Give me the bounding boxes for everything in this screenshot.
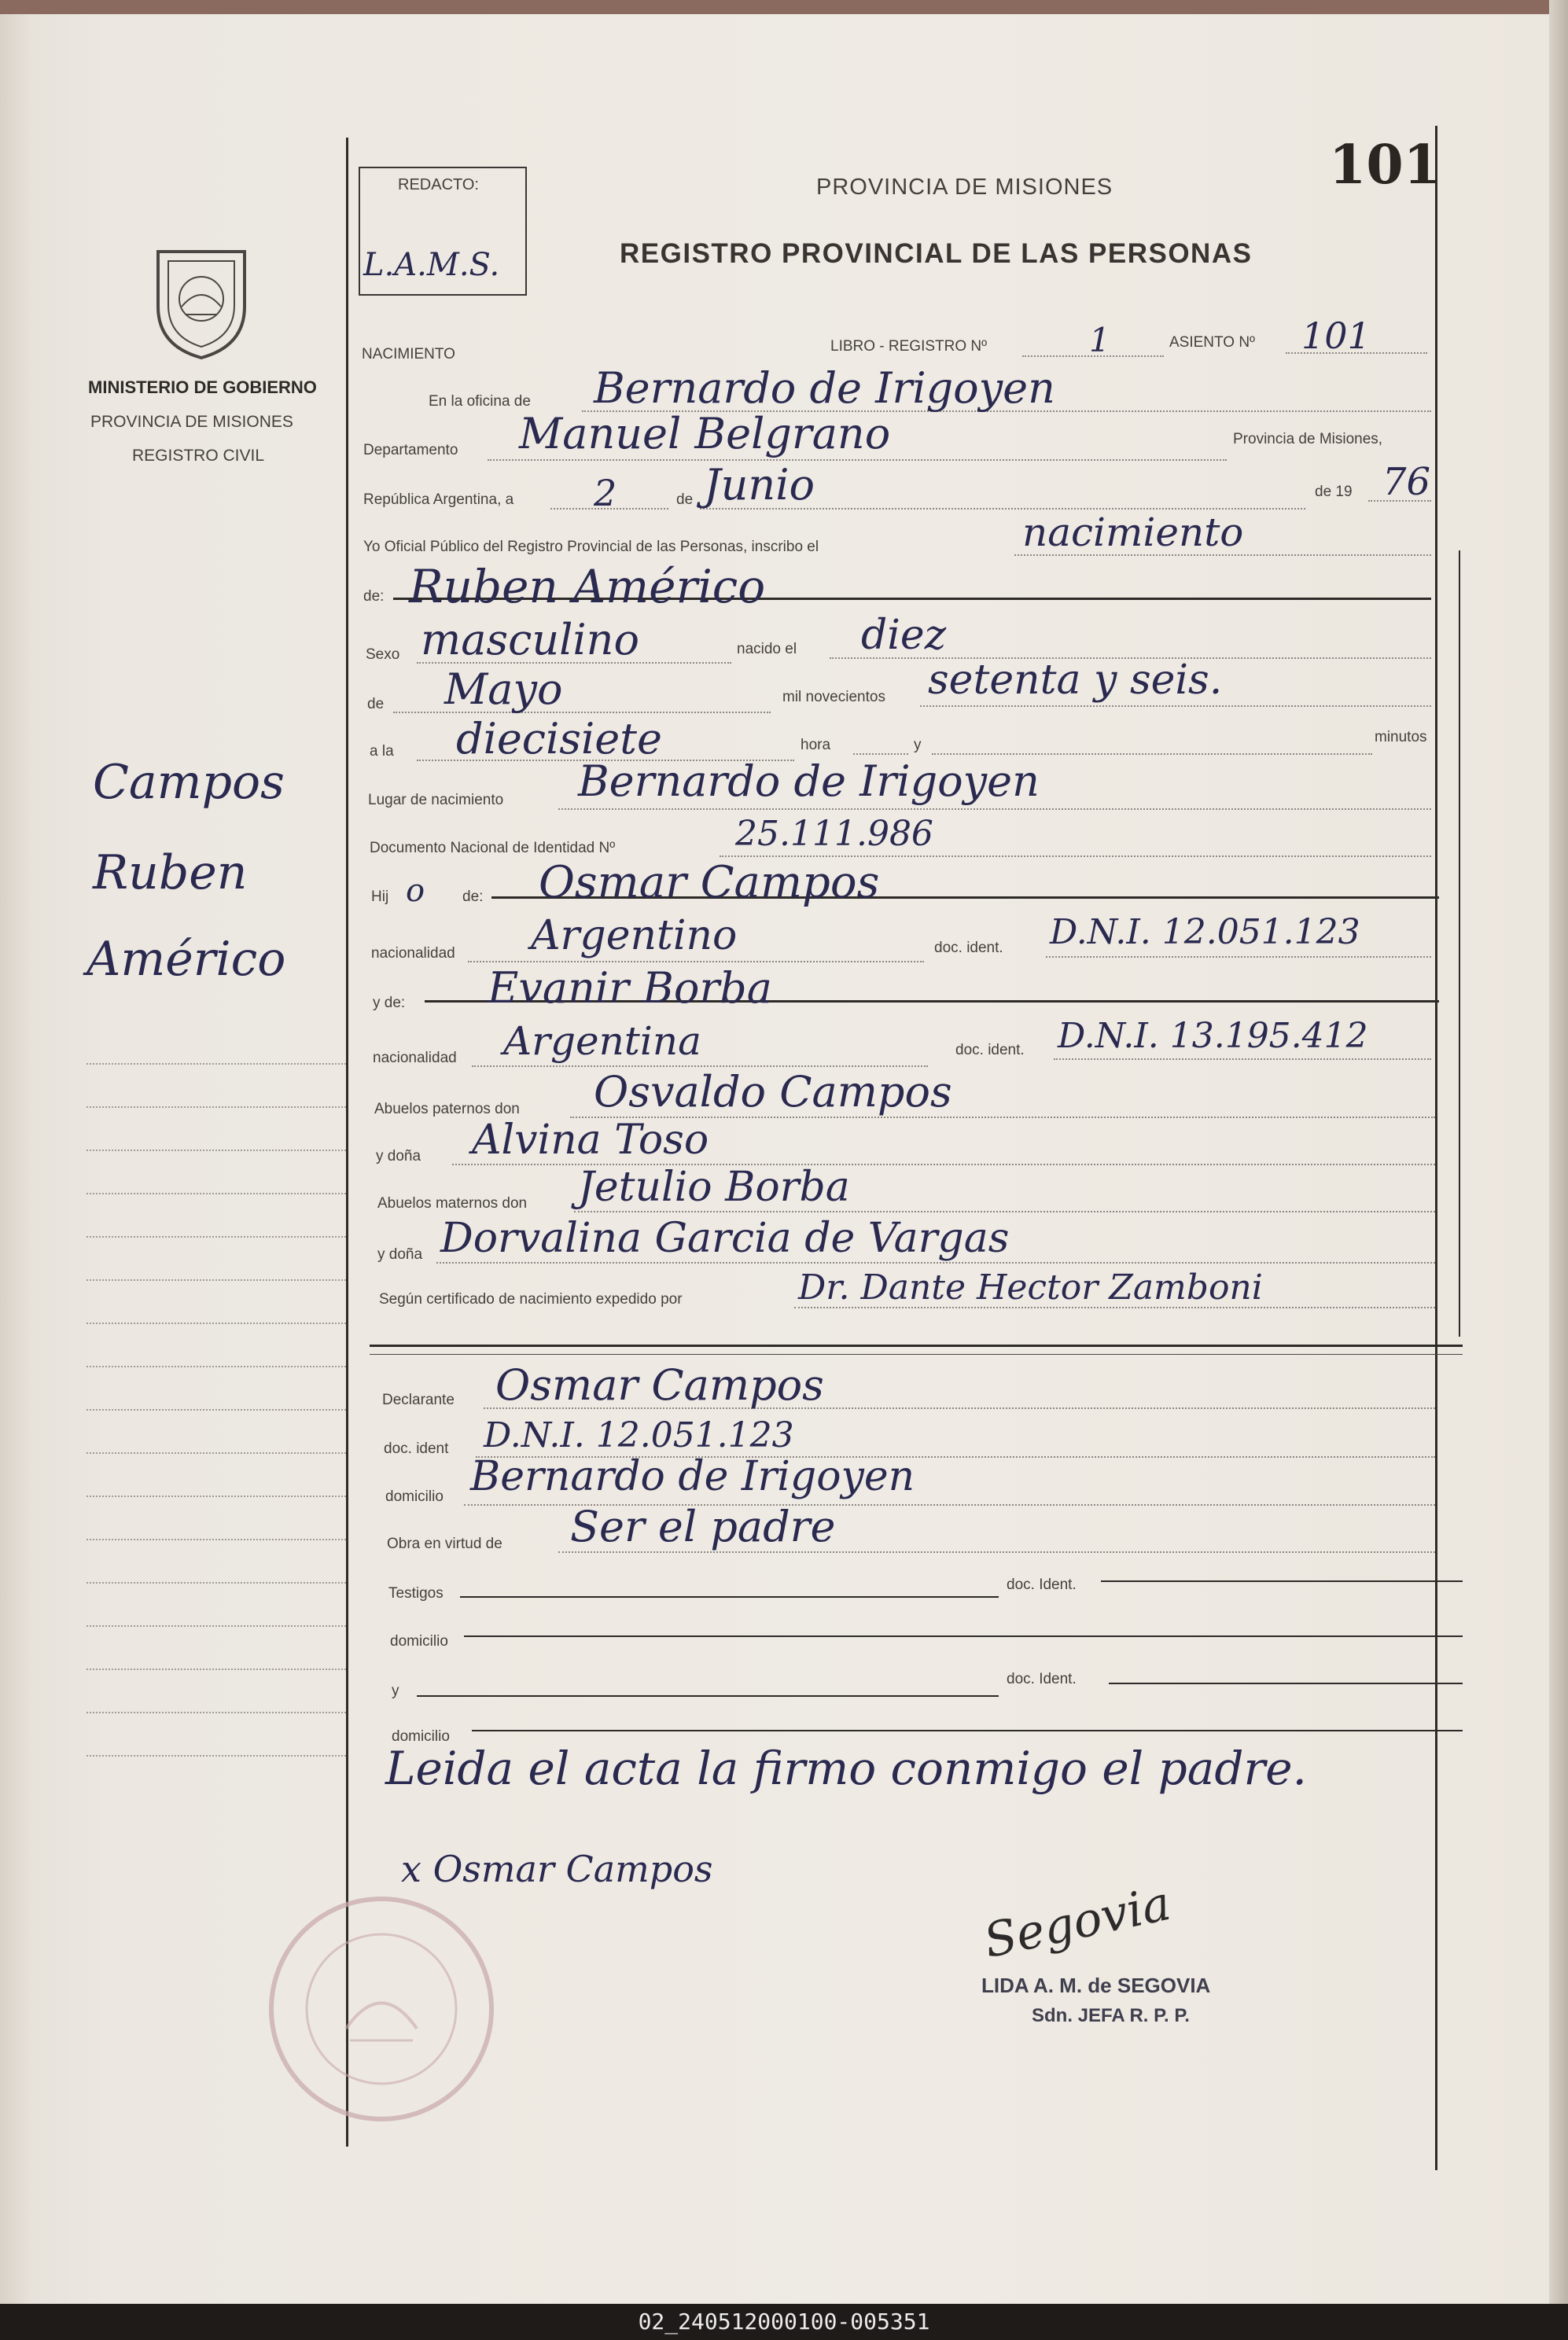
abuelo-mat-value: Jetulio Borba — [578, 1164, 850, 1211]
domicilio2-line — [464, 1635, 1463, 1637]
de3-label: de — [367, 696, 385, 712]
official-title: Sdn. JEFA R. P. P. — [1032, 2005, 1190, 2026]
margin-line — [86, 1625, 346, 1627]
left-border-line — [346, 138, 348, 2147]
page-number: 101 — [1329, 134, 1441, 197]
declarante-label: Declarante — [382, 1392, 455, 1408]
departamento-line — [488, 459, 1227, 461]
nacido-value: diez — [861, 612, 947, 659]
obra-line — [558, 1551, 1435, 1553]
margin-line — [86, 1063, 346, 1065]
ministry-line1: MINISTERIO DE GOBIERNO — [88, 377, 317, 397]
margin-name2: Américo — [86, 932, 286, 987]
margin-line — [86, 1582, 346, 1584]
section-divider-2 — [370, 1354, 1463, 1355]
padre-nac-line — [468, 961, 924, 962]
de-label: de — [676, 491, 694, 508]
province-header: PROVINCIA DE MISIONES — [816, 175, 1113, 200]
margin-name1: Ruben — [93, 845, 248, 900]
domicilio3-line — [472, 1730, 1463, 1731]
margin-line — [86, 1366, 346, 1367]
margin-line — [86, 1409, 346, 1411]
minutos-line — [932, 753, 1372, 755]
departamento-value: Manuel Belgrano — [519, 409, 891, 458]
abuelo-pat-value: Osvaldo Campos — [594, 1067, 952, 1117]
redacto-box — [359, 167, 527, 296]
padre-doc-line — [1046, 956, 1431, 958]
margin-line — [86, 1193, 346, 1194]
testigos-line — [460, 1596, 999, 1598]
hijo-suffix: o — [406, 873, 425, 909]
yde-label: y de: — [373, 995, 406, 1011]
registry-stamp — [263, 1891, 499, 2127]
hijo-label: Hij — [371, 889, 389, 905]
domicilio3-label: domicilio — [392, 1728, 450, 1745]
ydona-label-2: y doña — [377, 1246, 423, 1263]
margin-line — [86, 1539, 346, 1540]
domicilio2-label: domicilio — [390, 1633, 448, 1650]
padre-value: Osmar Campos — [539, 857, 880, 908]
anio-value: 76 — [1382, 460, 1431, 504]
dni-label: Documento Nacional de Identidad Nº — [370, 840, 616, 856]
abuelo-mat-line — [574, 1211, 1435, 1212]
abuela-pat-value: Alvina Toso — [472, 1117, 709, 1164]
margin-line — [86, 1712, 346, 1713]
oficina-value: Bernardo de Irigoyen — [594, 363, 1055, 413]
provincia-suffix: Provincia de Misiones, — [1233, 431, 1383, 447]
sexo-label: Sexo — [366, 646, 400, 663]
y2-doc-line — [1109, 1683, 1463, 1684]
republica-label: República Argentina, a — [363, 491, 514, 508]
lugar-label: Lugar de nacimiento — [368, 792, 504, 808]
nac-label: nacionalidad — [371, 945, 455, 962]
de2-label: de: — [363, 588, 385, 605]
de4-label: de: — [462, 889, 484, 905]
margin-line — [86, 1150, 346, 1151]
domicilio-label: domicilio — [385, 1488, 444, 1505]
section-divider — [370, 1345, 1463, 1347]
nac-label-2: nacionalidad — [373, 1050, 457, 1066]
libro-value: 1 — [1089, 321, 1110, 359]
minutos-label: minutos — [1375, 729, 1427, 745]
ala-label: a la — [370, 743, 394, 760]
abuelos-pat-label: Abuelos paternos don — [374, 1101, 520, 1117]
ministry-line3: REGISTRO CIVIL — [132, 447, 265, 465]
margin-line — [86, 1106, 346, 1108]
hora-label: hora — [801, 737, 831, 753]
testigos-docident-label: doc. Ident. — [1007, 1577, 1077, 1593]
obra-label: Obra en virtud de — [387, 1536, 502, 1552]
asiento-label: ASIENTO Nº — [1169, 334, 1255, 351]
redacto-label: REDACTO: — [398, 176, 479, 193]
abuela-mat-line — [436, 1262, 1435, 1264]
ministry-seal — [146, 236, 256, 362]
declarante-value: Osmar Campos — [495, 1360, 824, 1410]
lugar-line — [558, 808, 1431, 810]
certificado-label: Según certificado de nacimiento expedido por — [379, 1291, 683, 1308]
scan-id: 02_240512000100-005351 — [638, 2309, 930, 2334]
madre-value: Evanir Borba — [488, 963, 772, 1013]
padre-nac-value: Argentino — [531, 912, 738, 959]
y2-line — [417, 1695, 999, 1697]
hora-line2 — [853, 753, 908, 755]
departamento-label: Departamento — [363, 442, 458, 458]
y2-label: y — [392, 1683, 399, 1699]
docident-label-2: doc. ident. — [955, 1042, 1025, 1058]
margin-line — [86, 1323, 346, 1324]
novecientos-value: setenta y seis. — [928, 657, 1223, 704]
sexo-value: masculino — [421, 615, 639, 664]
oficina-label: En la oficina de — [429, 393, 531, 410]
docident2-label: doc. Ident. — [1007, 1671, 1077, 1687]
nombre-value: Ruben Américo — [409, 560, 766, 613]
dia-value: 2 — [594, 472, 617, 514]
madre-nac-value: Argentina — [503, 1018, 701, 1064]
right-border-line — [1435, 126, 1437, 2170]
margin-line — [86, 1236, 346, 1238]
signature-text: x Osmar Campos — [401, 1848, 713, 1890]
padre-doc-value: D.N.I. 12.051.123 — [1050, 912, 1360, 952]
inner-divider-line — [1459, 550, 1460, 1337]
margin-surname: Campos — [93, 755, 285, 810]
margin-line — [86, 1755, 346, 1757]
lugar-value: Bernardo de Irigoyen — [578, 756, 1040, 806]
testigos-doc-line — [1101, 1580, 1463, 1582]
abuelos-mat-label: Abuelos maternos don — [377, 1195, 528, 1212]
mes-value: Junio — [704, 460, 815, 510]
testigos-label: Testigos — [388, 1585, 444, 1602]
domicilio-value: Bernardo de Irigoyen — [470, 1453, 915, 1500]
inscribo-value: nacimiento — [1022, 510, 1244, 555]
mes-nac-value: Mayo — [444, 664, 563, 714]
ydona-label: y doña — [376, 1148, 421, 1164]
margin-line — [86, 1452, 346, 1454]
margin-line — [86, 1669, 346, 1670]
leida-text: Leida el acta la firmo conmigo el padre. — [385, 1742, 1307, 1795]
dni-value: 25.111.986 — [735, 814, 933, 854]
record-type-label: NACIMIENTO — [362, 346, 455, 362]
ministry-line2: PROVINCIA DE MISIONES — [90, 413, 293, 431]
madre-doc-line — [1054, 1058, 1431, 1060]
official-signature: Segovia — [979, 1875, 1176, 1970]
certificado-value: Dr. Dante Hector Zamboni — [798, 1268, 1263, 1308]
inscribo-label: Yo Oficial Público del Registro Provincial de las Personas, inscribo el — [363, 539, 819, 555]
anio-label: de 19 — [1315, 484, 1353, 500]
declarante-doc-value: D.N.I. 12.051.123 — [484, 1415, 794, 1455]
novecientos-line — [920, 705, 1431, 707]
registry-title: REGISTRO PROVINCIAL DE LAS PERSONAS — [620, 238, 1253, 269]
official-name: LIDA A. M. de SEGOVIA — [981, 1974, 1211, 1997]
y-label: y — [914, 737, 922, 753]
declarante-doc-label: doc. ident — [384, 1440, 449, 1457]
asiento-value: 101 — [1301, 315, 1371, 357]
hora-value: diecisiete — [456, 714, 662, 763]
madre-doc-value: D.N.I. 13.195.412 — [1058, 1016, 1368, 1056]
margin-line — [86, 1496, 346, 1497]
libro-label: LIBRO - REGISTRO Nº — [830, 338, 988, 355]
docident-label: doc. ident. — [934, 940, 1003, 956]
abuela-mat-value: Dorvalina Garcia de Vargas — [440, 1215, 1010, 1262]
obra-value: Ser el padre — [570, 1502, 836, 1551]
margin-line — [86, 1279, 346, 1281]
novecientos-label: mil novecientos — [782, 689, 885, 705]
redacto-initials: L.A.M.S. — [363, 247, 500, 283]
nacido-label: nacido el — [737, 641, 797, 657]
